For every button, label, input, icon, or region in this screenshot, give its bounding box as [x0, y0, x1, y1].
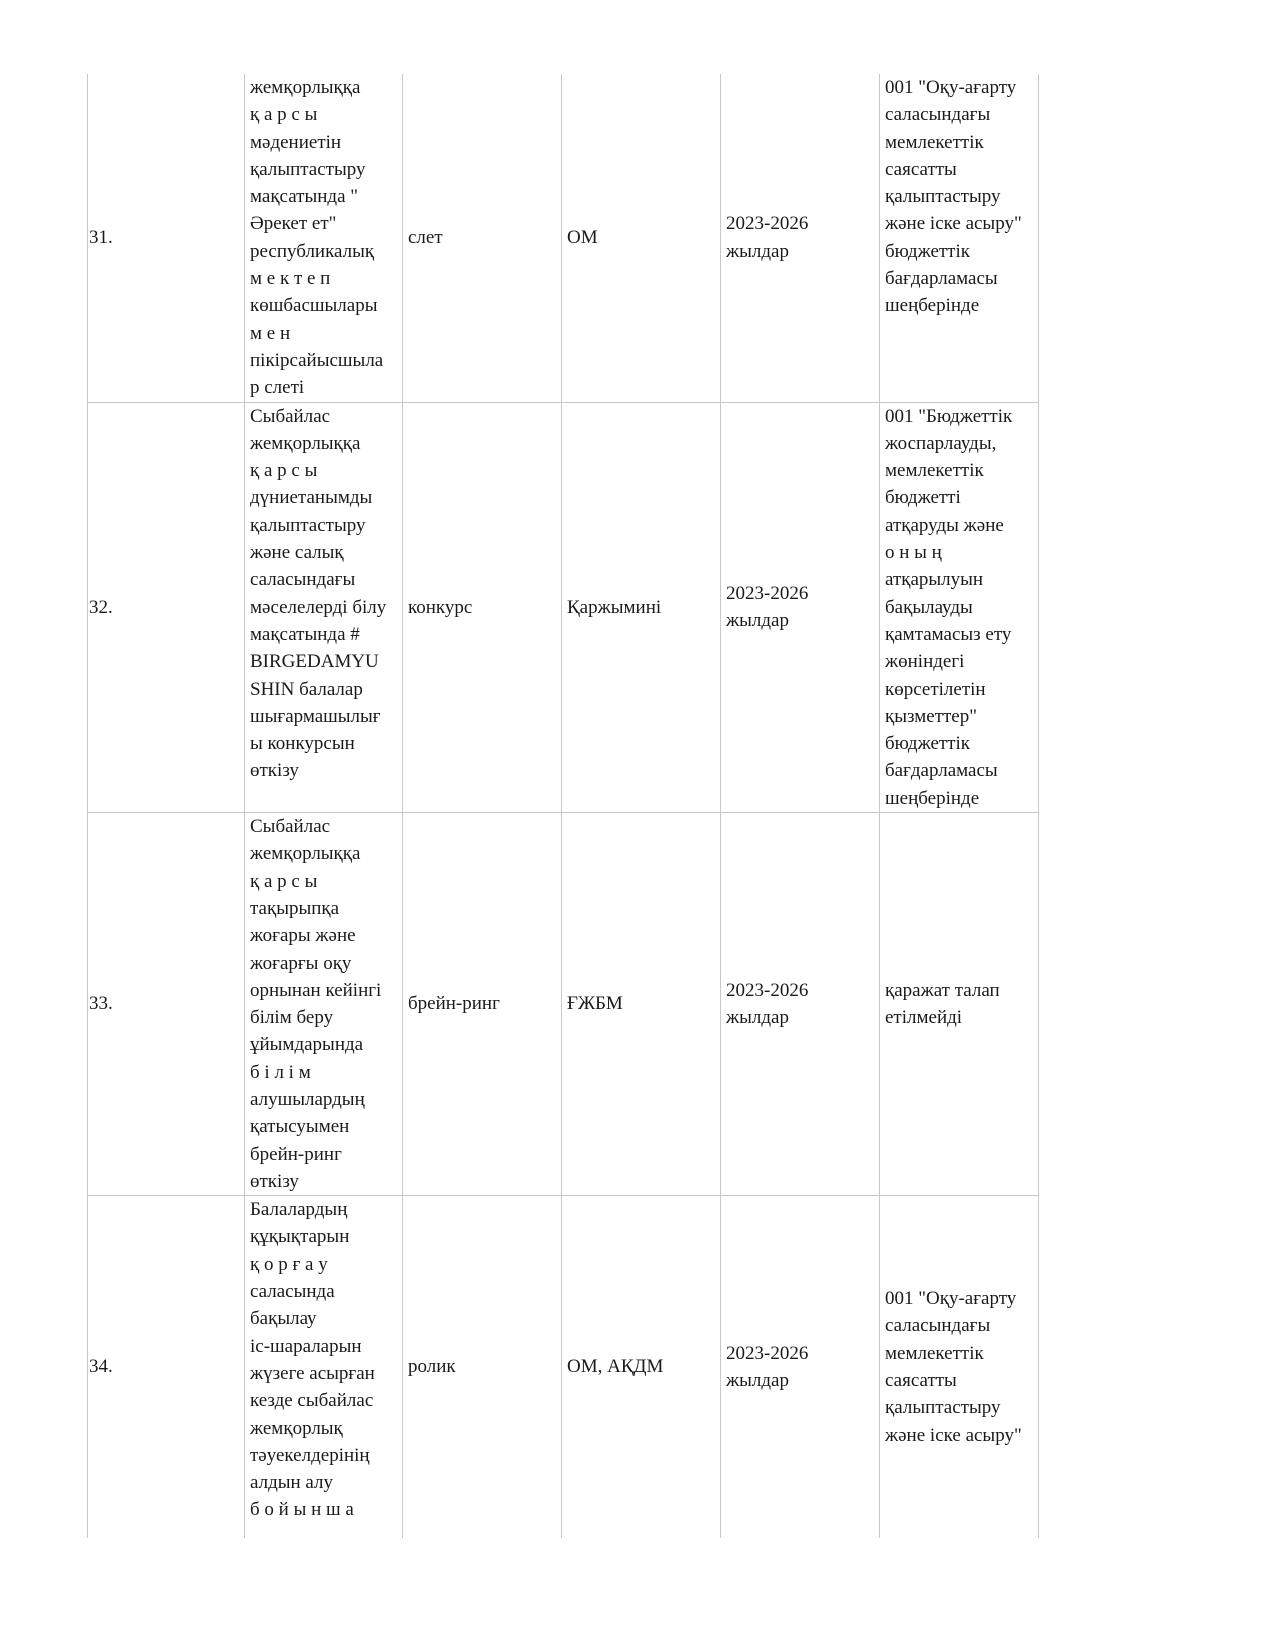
row-number: 33.	[88, 813, 245, 1196]
event-name: Сыбайлас жемқорлыққа қ а р с ы тақырыпқа жоғары және жоғарғы оқу орнынан кейінгі білім беру ұйымдарында б і л і м алушылардың қатысуымен брейн-ринг өткізу	[245, 813, 403, 1196]
period: 2023-2026 жылдар	[721, 402, 880, 812]
event-name: Сыбайлас жемқорлыққа қ а р с ы дүниетанымды қалыптастыру және салық саласындағы мәселелерді білу мақсатында # BIRGEDAMYU SHIN балалар шығармашылығ ы конкурсын өткізу	[245, 402, 403, 812]
event-form: слет	[403, 74, 562, 402]
row-number: 31.	[88, 74, 245, 402]
responsible-body: Қаржымині	[562, 402, 721, 812]
event-form: ролик	[403, 1196, 562, 1538]
period: 2023-2026 жылдар	[721, 813, 880, 1196]
table-row	[88, 813, 1039, 1196]
funding-source: 001 "Оқу-ағарту саласындағы мемлекеттік саясатты қалыптастыру және іске асыру" бюджеттік бағдарламасы шеңберінде	[880, 74, 1039, 402]
funding-source: қаражат талап етілмейді	[880, 813, 1039, 1196]
responsible-body: ОМ	[562, 74, 721, 402]
funding-source: 001 "Оқу-ағарту саласындағы мемлекеттік саясатты қалыптастыру және іске асыру"	[880, 1196, 1039, 1538]
table-row	[88, 402, 1039, 812]
row-number: 32.	[88, 402, 245, 812]
event-name: Балалардың құқықтарын қ о р ғ а у саласында бақылау іс-шараларын жүзеге асырған кезде сыбайлас жемқорлық тәуекелдерінің алдын алу б о й ы н ш а	[245, 1196, 403, 1538]
row-number: 34.	[88, 1196, 245, 1538]
table-row	[88, 74, 1039, 402]
funding-source: 001 "Бюджеттік жоспарлауды, мемлекеттік бюджетті атқаруды және о н ы ң атқарылуын бақылауды қамтамасыз ету жөніндегі көрсетілетін қызметтер" бюджеттік бағдарламасы шеңберінде	[880, 402, 1039, 812]
period: 2023-2026 жылдар	[721, 1196, 880, 1538]
responsible-body: ҒЖБМ	[562, 813, 721, 1196]
event-name: жемқорлыққа қ а р с ы мәдениетін қалыптастыру мақсатында " Әрекет ет" республикалық м е к т е п көшбасшылары м е н пікірсайысшыла р слеті	[245, 74, 403, 402]
period: 2023-2026 жылдар	[721, 74, 880, 402]
responsible-body: ОМ, АҚДМ	[562, 1196, 721, 1538]
table-row	[88, 1196, 1039, 1538]
action-plan-table	[87, 74, 1039, 1538]
event-form: брейн-ринг	[403, 813, 562, 1196]
event-form: конкурс	[403, 402, 562, 812]
